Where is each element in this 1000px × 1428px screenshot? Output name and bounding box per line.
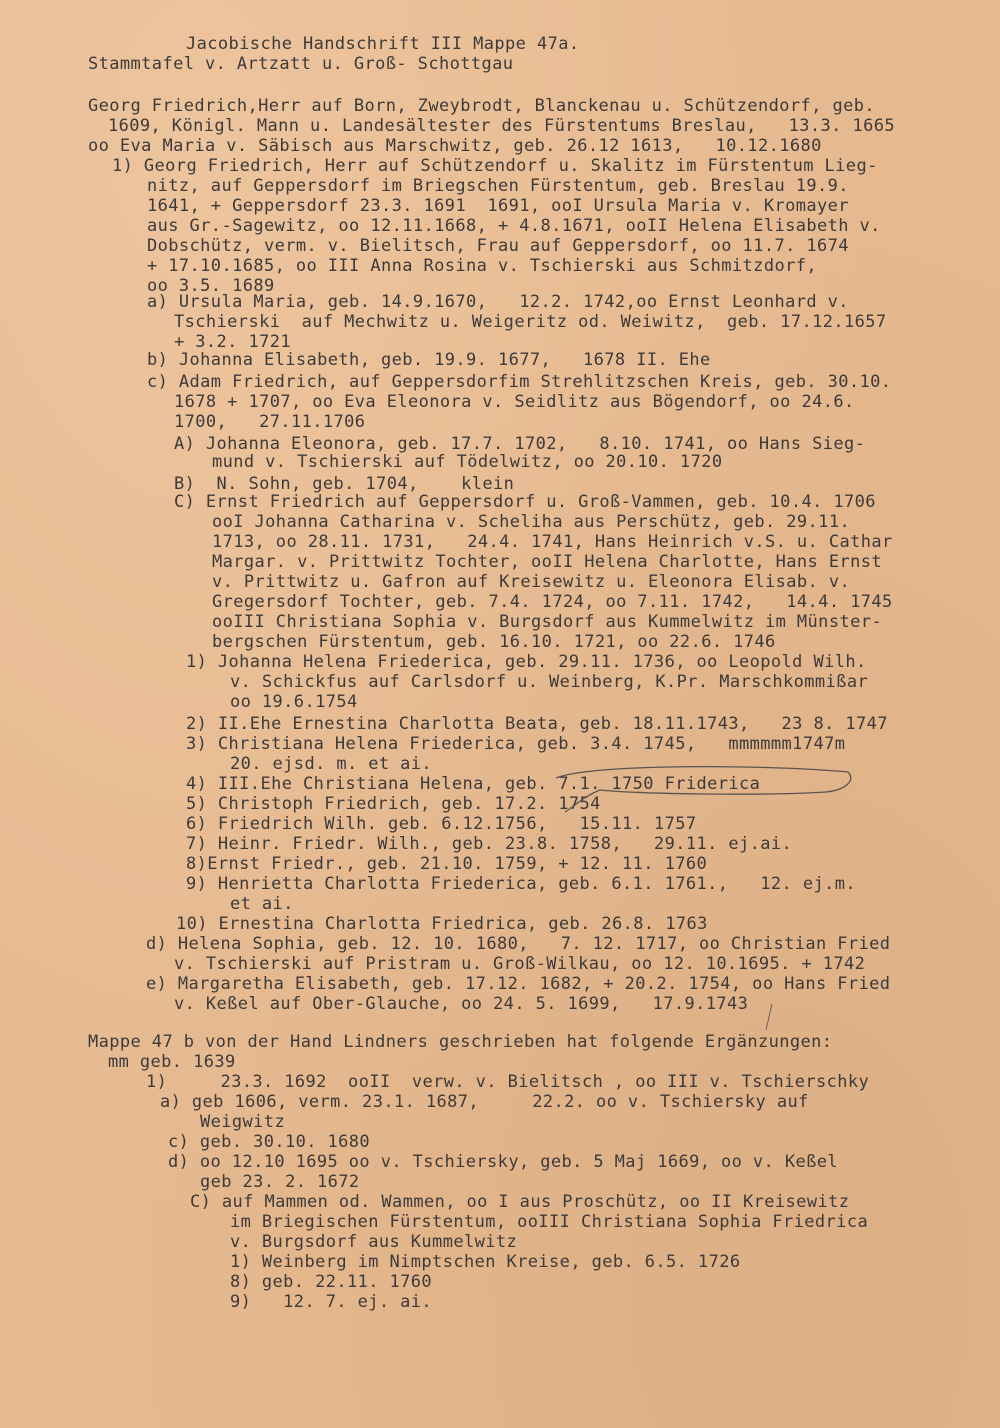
text-line: v. Tschierski auf Pristram u. Groß-Wilkau, oo 12. 10.1695. + 1742 <box>174 954 866 974</box>
text-line: d) oo 12.10 1695 oo v. Tschiersky, geb. 5 Maj 1669, oo v. Keßel <box>168 1152 838 1172</box>
header-line: Stammtafel v. Artzatt u. Groß- Schottgau <box>88 54 514 74</box>
text-line: d) Helena Sophia, geb. 12. 10. 1680, 7. 12. 1717, oo Christian Fried <box>146 934 891 954</box>
text-line: 1) Georg Friedrich, Herr auf Schützendorf u. Skalitz im Fürstentum Lieg- <box>112 156 878 176</box>
text-line: a) geb 1606, verm. 23.1. 1687, 22.2. oo v. Tschiersky auf <box>160 1092 809 1112</box>
text-line: a) Ursula Maria, geb. 14.9.1670, 12.2. 1742,oo Ernst Leonhard v. <box>147 292 849 312</box>
text-line: 10) Ernestina Charlotta Friedrica, geb. 26.8. 1763 <box>176 914 708 934</box>
header-line: Jacobische Handschrift III Mappe 47a. <box>186 34 580 54</box>
text-line: 1) Johanna Helena Friederica, geb. 29.11. 1736, oo Leopold Wilh. <box>186 652 867 672</box>
text-line: Tschierski auf Mechwitz u. Weigeritz od. Weiwitz, geb. 17.12.1657 <box>174 312 887 332</box>
text-line: 8)Ernst Friedr., geb. 21.10. 1759, + 12. 11. 1760 <box>186 854 708 874</box>
text-line: 1609, Königl. Mann u. Landesältester des Fürstentums Breslau, 13.3. 1665 <box>108 116 895 136</box>
text-line: + 3.2. 1721 <box>174 332 291 352</box>
text-line: oo Eva Maria v. Säbisch aus Marschwitz, geb. 26.12 1613, 10.12.1680 <box>88 136 822 156</box>
text-line: 4) III.Ehe Christiana Helena, geb. 7.1. 1750 Friderica <box>186 774 761 794</box>
text-line: 1) Weinberg im Nimptschen Kreise, geb. 6.5. 1726 <box>230 1252 741 1272</box>
text-line: 1700, 27.11.1706 <box>174 412 366 432</box>
text-line: c) geb. 30.10. 1680 <box>168 1132 371 1152</box>
text-line: 1678 + 1707, oo Eva Eleonora v. Seidlitz aus Bögendorf, oo 24.6. <box>174 392 855 412</box>
text-line: 2) II.Ehe Ernestina Charlotta Beata, geb. 18.11.1743, 23 8. 1747 <box>186 714 888 734</box>
text-line: 3) Christiana Helena Friederica, geb. 3.4. 1745, mmmmmm1747m <box>186 734 846 754</box>
text-line: nitz, auf Geppersdorf im Briegschen Fürstentum, geb. Breslau 19.9. <box>147 176 849 196</box>
text-line: 20. ejsd. m. et ai. <box>230 754 433 774</box>
text-line: 7) Heinr. Friedr. Wilh., geb. 23.8. 1758, 29.11. ej.ai. <box>186 834 793 854</box>
text-line: ooIII Christiana Sophia v. Burgsdorf aus Kummelwitz im Münster- <box>212 612 882 632</box>
text-line: B) N. Sohn, geb. 1704, klein <box>174 474 515 494</box>
text-line: ooI Johanna Catharina v. Scheliha aus Perschütz, geb. 29.11. <box>212 512 851 532</box>
text-line: geb 23. 2. 1672 <box>200 1172 360 1192</box>
text-line: Georg Friedrich,Herr auf Born, Zweybrodt, Blanckenau u. Schützendorf, geb. <box>88 96 875 116</box>
text-line: oo 19.6.1754 <box>230 692 358 712</box>
text-line: 6) Friedrich Wilh. geb. 6.12.1756, 15.11. 1757 <box>186 814 697 834</box>
text-line: Gregersdorf Tochter, geb. 7.4. 1724, oo 7.11. 1742, 14.4. 1745 <box>212 592 893 612</box>
text-line: 1641, + Geppersdorf 23.3. 1691 1691, ooI Ursula Maria v. Kromayer <box>147 196 849 216</box>
text-line: 1) 23.3. 1692 ooII verw. v. Bielitsch , oo III v. Tschierschky <box>146 1072 870 1092</box>
text-line: v. Burgsdorf aus Kummelwitz <box>230 1232 518 1252</box>
text-line: + 17.10.1685, oo III Anna Rosina v. Tschierski aus Schmitzdorf, <box>147 256 817 276</box>
text-line: Margar. v. Prittwitz Tochter, ooII Helena Charlotte, Hans Ernst <box>212 552 882 572</box>
text-line: b) Johanna Elisabeth, geb. 19.9. 1677, 1678 II. Ehe <box>147 350 711 370</box>
text-line: oo 3.5. 1689 <box>147 276 275 296</box>
text-line: v. Schickfus auf Carlsdorf u. Weinberg, K.Pr. Marschkommißar <box>230 672 869 692</box>
text-line: mund v. Tschierski auf Tödelwitz, oo 20.10. 1720 <box>212 452 723 472</box>
text-line: im Briegischen Fürstentum, ooIII Christiana Sophia Friedrica <box>230 1212 869 1232</box>
text-line: 9) Henrietta Charlotta Friederica, geb. 6.1. 1761., 12. ej.m. <box>186 874 856 894</box>
text-line: v. Keßel auf Ober-Glauche, oo 24. 5. 1699, 17.9.1743 <box>174 994 749 1014</box>
text-line: Mappe 47 b von der Hand Lindners geschrieben hat folgende Ergänzungen: <box>88 1032 833 1052</box>
text-line: 8) geb. 22.11. 1760 <box>230 1272 433 1292</box>
pencil-arrow-mark <box>766 1004 772 1030</box>
text-line: A) Johanna Eleonora, geb. 17.7. 1702, 8.10. 1741, oo Hans Sieg- <box>174 434 866 454</box>
text-line: c) Adam Friedrich, auf Geppersdorfim Strehlitzschen Kreis, geb. 30.10. <box>147 372 892 392</box>
text-line: e) Margaretha Elisabeth, geb. 17.12. 1682, + 20.2. 1754, oo Hans Fried <box>146 974 891 994</box>
text-line: bergschen Fürstentum, geb. 16.10. 1721, oo 22.6. 1746 <box>212 632 776 652</box>
text-line: 1713, oo 28.11. 1731, 24.4. 1741, Hans Heinrich v.S. u. Cathar <box>212 532 893 552</box>
text-line: 5) Christoph Friedrich, geb. 17.2. 1754 <box>186 794 601 814</box>
text-line: 9) 12. 7. ej. ai. <box>230 1292 433 1312</box>
text-line: mm geb. 1639 <box>108 1052 236 1072</box>
text-line: Weigwitz <box>200 1112 286 1132</box>
text-line: Dobschütz, verm. v. Bielitsch, Frau auf Geppersdorf, oo 11.7. 1674 <box>147 236 849 256</box>
text-line: aus Gr.-Sagewitz, oo 12.11.1668, + 4.8.1671, ooII Helena Elisabeth v. <box>147 216 881 236</box>
text-line: et ai. <box>230 894 294 914</box>
text-line: C) auf Mammen od. Wammen, oo I aus Proschütz, oo II Kreisewitz <box>190 1192 850 1212</box>
text-line: C) Ernst Friedrich auf Geppersdorf u. Groß-Vammen, geb. 10.4. 1706 <box>174 492 876 512</box>
text-line: v. Prittwitz u. Gafron auf Kreisewitz u. Eleonora Elisab. v. <box>212 572 851 592</box>
